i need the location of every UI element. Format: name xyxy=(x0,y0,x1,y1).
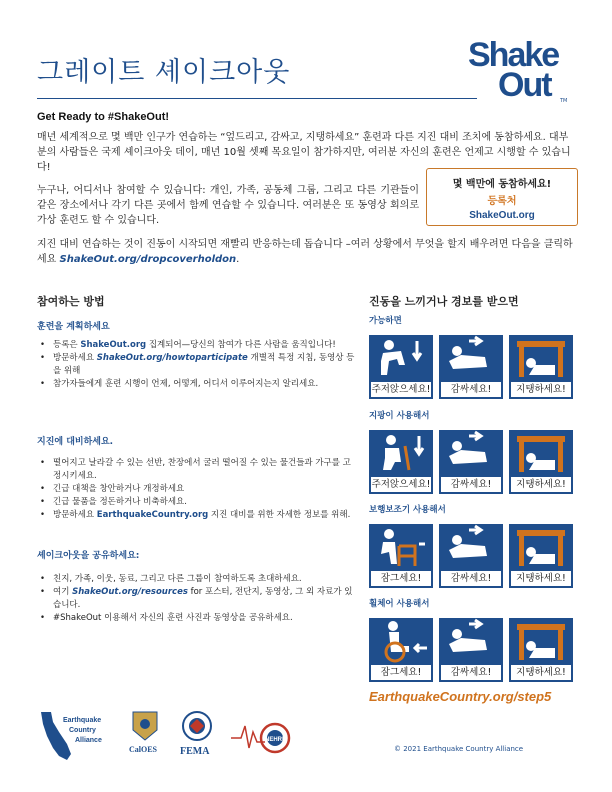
hold-icon xyxy=(509,524,573,570)
cane-icon xyxy=(369,430,433,476)
item-text: 긴급 대책을 창안하거나 개정하세요 xyxy=(53,484,185,494)
item-link[interactable]: ShakeOut.org/howtoparticipate xyxy=(96,353,248,363)
list-item xyxy=(37,457,355,483)
register-callout xyxy=(426,168,578,226)
item-text-after: 지진 대비를 위한 자세한 정보를 위해. xyxy=(208,510,351,520)
intro-paragraph-3 xyxy=(37,237,577,267)
item-link[interactable]: ShakeOut.org/resources xyxy=(72,587,188,597)
partner-logos xyxy=(37,708,337,768)
hold-icon xyxy=(509,335,573,381)
item-text: 등록은 xyxy=(53,340,81,350)
action-caption: 감싸세요! xyxy=(441,665,501,680)
caloes-logo xyxy=(129,712,158,754)
group-label: 지팡이 사용해서 xyxy=(369,411,430,421)
action-tile xyxy=(369,618,433,682)
lock-icon xyxy=(369,524,433,570)
eca-logo xyxy=(41,712,102,760)
page-title: 그레이트 셰이크아웃 xyxy=(37,57,291,88)
action-tile xyxy=(369,430,433,494)
copyright: © 2021 Earthquake Country Alliance xyxy=(394,745,524,753)
list-item xyxy=(37,573,355,586)
list-item xyxy=(37,483,355,496)
item-text: 여기 xyxy=(53,587,73,597)
action-tile xyxy=(369,524,433,588)
p3-end: . xyxy=(236,254,240,265)
list-item xyxy=(37,586,355,612)
item-text-after: 개별적 특정 지침, 동영상 등을 위해 xyxy=(53,353,355,376)
callout-line-2: 등록처 xyxy=(487,196,517,207)
shakeout-logo xyxy=(468,36,578,106)
hold-icon xyxy=(509,430,573,476)
cover-icon xyxy=(439,618,503,664)
item-text: #ShakeOut 이용해서 자신의 훈련 사진과 동영상을 공유하세요. xyxy=(53,613,293,623)
group-label: 가능하면 xyxy=(369,316,402,326)
action-caption: 주저앉으세요! xyxy=(371,384,431,395)
action-tile xyxy=(439,618,503,682)
item-text: 방문하세요 xyxy=(53,510,97,520)
intro-paragraph-1: 매년 세계적으로 몇 백만 인구가 연습하는 “엎드리고, 감싸고, 지탱하세요” 훈련과 다른 지진 대비 조치에 동참하세요. 대부분의 사람들은 국제 셰이크아웃 데이, 매년 10월 셋째 목요일이 참가하지만, 여러분 자신의 훈련은 언제고 시행할 수 있습니다! xyxy=(37,132,571,173)
subheading: Get Ready to #ShakeOut! xyxy=(37,111,170,123)
fema-text: FEMA xyxy=(180,746,210,757)
how-to-participate-heading: 참여하는 방법 xyxy=(37,295,105,308)
step5-link[interactable]: EarthquakeCountry.org/step5 xyxy=(369,689,552,704)
callout-line-1: 몇 백만에 동참하세요! xyxy=(452,179,552,190)
item-text: 긴급 물품을 정돈하거나 비축하세요. xyxy=(53,497,187,507)
section-share-title: 셰이크아웃을 공유하세요: xyxy=(37,551,140,561)
list-item xyxy=(37,339,355,352)
item-text: 참가자들에게 훈련 시행이 언제, 어떻게, 어디서 이루어지는지 알리세요. xyxy=(53,379,319,389)
hold-icon xyxy=(509,618,573,664)
item-link[interactable]: ShakeOut.org xyxy=(80,340,147,350)
section-prepare-title: 지진에 대비하세요. xyxy=(37,437,114,447)
wheel-icon xyxy=(369,618,433,664)
action-tile xyxy=(509,335,573,399)
plan-list xyxy=(37,339,355,391)
list-item xyxy=(37,496,355,509)
action-caption: 지탱하세요! xyxy=(511,477,571,492)
action-tile xyxy=(439,430,503,494)
item-link[interactable]: EarthquakeCountry.org xyxy=(96,510,209,520)
list-item xyxy=(37,378,355,391)
eca-text-1: Earthquake xyxy=(63,717,102,724)
drop-icon xyxy=(369,335,433,381)
cover-icon xyxy=(439,335,503,381)
fema-logo xyxy=(180,712,211,757)
callout-register-link[interactable]: ShakeOut.org xyxy=(469,210,535,221)
intro-paragraph-2: 누구나, 어디서나 참여할 수 있습니다: 개인, 가족, 공동체 그룹, 그리고 다른 기관들이 같은 장소에서나 각기 다른 곳에서 함께 연습할 수 있습니다. 여러분은 또 동영상 회의로 가상 훈련도 할 수 있습니다. xyxy=(37,185,419,226)
action-tile xyxy=(439,524,503,588)
action-tile xyxy=(509,524,573,588)
section-plan-title: 훈련을 계획하세요 xyxy=(37,322,110,332)
list-item xyxy=(37,612,355,625)
action-tile xyxy=(439,335,503,399)
eca-text-3: Alliance xyxy=(75,737,102,744)
item-text-after: 집계되어—당신의 참여가 다른 사람을 움직입니다! xyxy=(146,340,336,350)
logo-out: Out xyxy=(498,66,551,104)
nehrp-text: NEHRP xyxy=(265,737,287,743)
item-text: 떨어지고 날라갈 수 있는 선반, 찬장에서 굴러 떨어질 수 있는 물건들과 가구를 고정시키세요. xyxy=(53,458,351,481)
eca-text-2: Country xyxy=(69,727,96,734)
action-caption: 지탱하세요! xyxy=(511,665,571,680)
action-caption: 감싸세요! xyxy=(441,382,501,397)
caloes-text: CalOES xyxy=(129,745,158,754)
dropcoverholdon-link[interactable]: ShakeOut.org/dropcoverholdon xyxy=(59,254,237,265)
action-caption: 감싸세요! xyxy=(441,571,501,586)
title-divider xyxy=(37,98,477,99)
cover-icon xyxy=(439,430,503,476)
item-text-after: for 포스터, 전단지, 동영상, 그 외 자료가 있습니다. xyxy=(53,587,353,610)
action-caption: 지탱하세요! xyxy=(511,571,571,586)
list-item xyxy=(37,352,355,378)
when-shaking-heading: 진동을 느끼거나 경보를 받으면 xyxy=(369,295,519,308)
item-text: 친지, 가족, 이웃, 동료, 그리고 다른 그룹이 참여하도록 초대하세요. xyxy=(53,574,302,584)
cover-icon xyxy=(439,524,503,570)
group-label: 휠체어 사용해서 xyxy=(369,599,430,609)
prepare-list xyxy=(37,457,355,522)
group-label: 보행보조기 사용해서 xyxy=(369,505,446,515)
p3-text: 지진 대비 연습하는 것이 진동이 시작되면 재빨리 반응하는데 돕습니다 –여러 상황에서 무엇을 할지 배우려면 다음을 클릭하세요 xyxy=(37,239,573,265)
logo-shake: Shake xyxy=(468,36,559,74)
logo-tm: TM xyxy=(560,98,568,104)
action-tile xyxy=(509,430,573,494)
share-list xyxy=(37,573,355,625)
action-caption: 감싸세요! xyxy=(441,477,501,492)
action-tile xyxy=(509,618,573,682)
action-caption: 잠그세요! xyxy=(371,665,431,680)
list-item xyxy=(37,509,355,522)
action-caption: 주저앉으세요! xyxy=(371,479,431,490)
action-tile xyxy=(369,335,433,399)
item-text: 방문하세요 xyxy=(53,353,97,363)
nehrp-logo xyxy=(231,724,289,752)
action-caption: 지탱하세요! xyxy=(511,382,571,397)
action-caption: 잠그세요! xyxy=(371,571,431,586)
